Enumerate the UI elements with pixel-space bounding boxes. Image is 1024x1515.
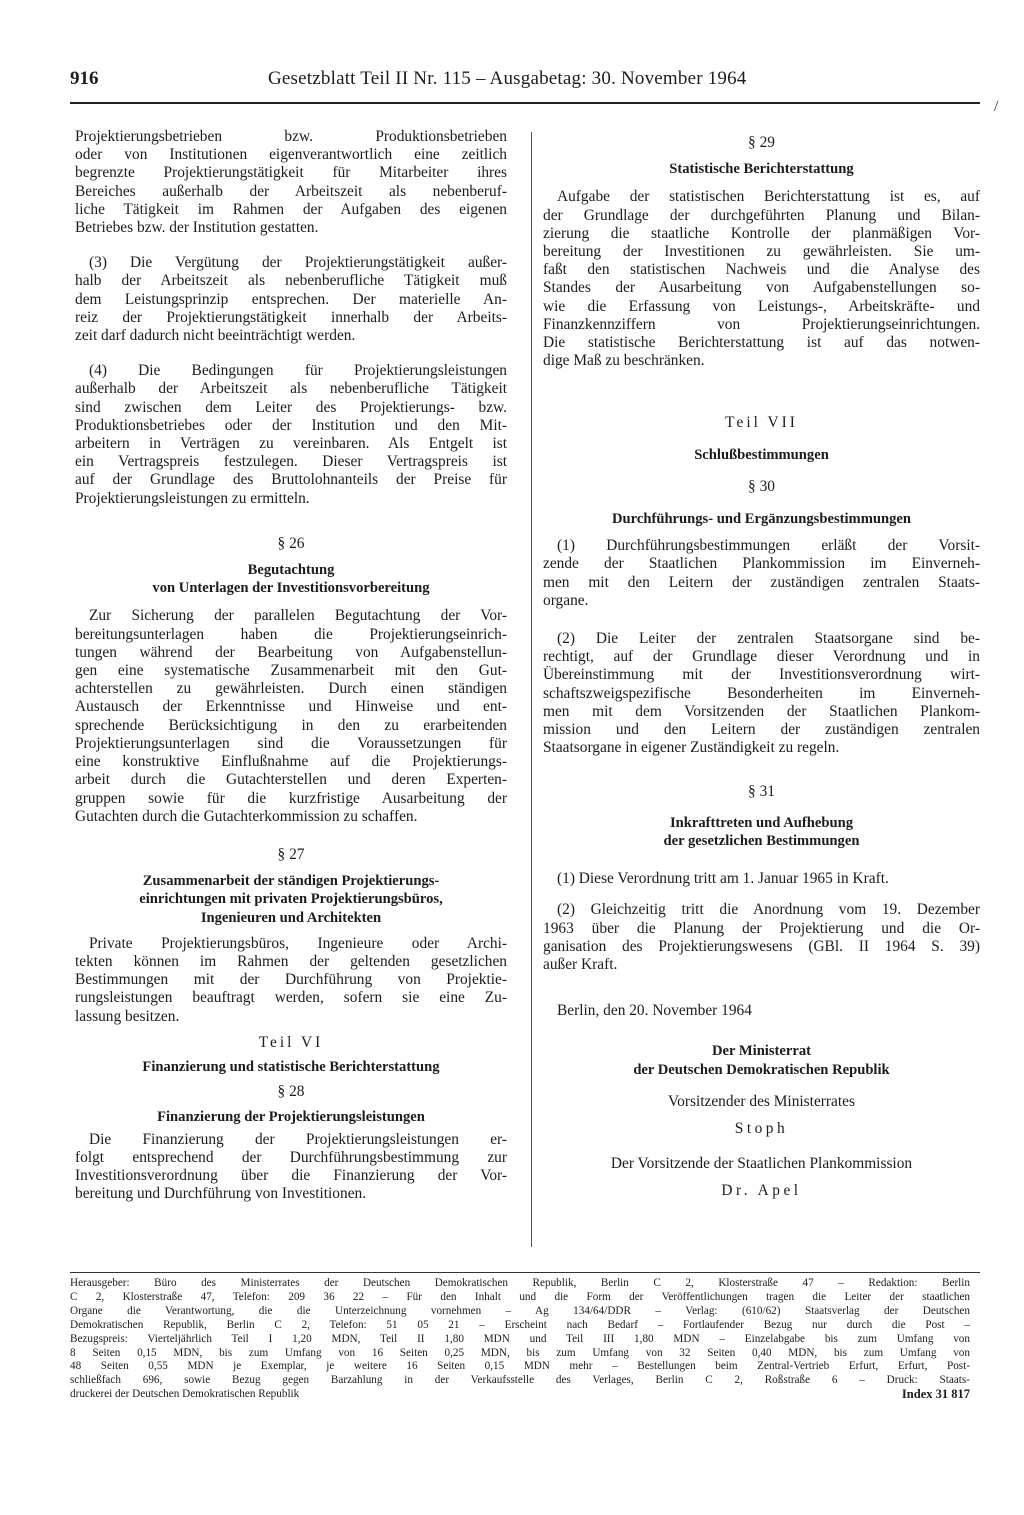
paragraph-3 xyxy=(75,254,507,345)
text-line: Die statistische Berichterstattung ist auf das notwen- xyxy=(543,334,980,352)
text-line: Projektierungsunterlagen sind die Voraussetzungen für xyxy=(75,734,507,752)
section-title: von Unterlagen der Investitionsvorbereitung xyxy=(152,580,430,597)
paragraph-s26 xyxy=(75,607,507,825)
section-number: § 27 xyxy=(277,845,305,863)
text-line: zende der Staatlichen Plankommission im Einverneh- xyxy=(543,555,980,573)
signatory-title: Der Vorsitzende der Staatlichen Plankommission xyxy=(610,1155,913,1173)
margin-mark: / xyxy=(994,98,999,115)
paragraph-s30-2 xyxy=(543,630,980,757)
paragraph-s30-1 xyxy=(543,537,980,610)
paragraph-intro xyxy=(75,128,507,237)
text-line: schaftszweigspezifische Besonderheiten im Einverneh- xyxy=(543,684,980,702)
text-line: der Grundlage der durchgeführten Planung und Bilan- xyxy=(543,206,980,224)
page-header xyxy=(70,68,980,102)
text-line: Austausch der Erkenntnisse und Hinweise und ent- xyxy=(75,698,507,716)
text-line: eine konstruktive Einflußnahme auf die Projektierungs- xyxy=(75,753,507,771)
section-number: § 30 xyxy=(748,477,775,495)
imprint-line: 48 Seiten 0,55 MDN je Exemplar, je weitere 16 Seiten 0,15 MDN mehr – Bestellungen beim Zentral-Vertrieb Erfurt, Erfurt, Post- xyxy=(70,1360,970,1373)
text-line: Investitionsverordnung über die Finanzierung der Vor- xyxy=(75,1166,507,1184)
signatory-name: Dr. Apel xyxy=(721,1182,802,1200)
imprint-line: schließfach 696, sowie Bezug gegen Barzahlung in der Verkaufsstelle des Verlages, Berlin C 2, Roßstraße 6 – Druck: Staats- xyxy=(70,1374,970,1387)
paragraph-s28 xyxy=(75,1131,507,1204)
text-line: wie die Erfassung von Leistungs-, Arbeitskräfte- und xyxy=(543,297,980,315)
text-line: dige Maß zu beschränken. xyxy=(543,352,705,370)
header-rule xyxy=(70,102,980,104)
part-heading: Teil VI xyxy=(258,1033,324,1051)
imprint-line: druckerei der Deutschen Demokratischen Republik xyxy=(70,1388,300,1401)
text-line: begrenzte Projektierungstätigkeit für Mitarbeiter ihres xyxy=(75,164,507,182)
section-title: einrichtungen mit privaten Projektierungsbüros, xyxy=(139,891,443,908)
section-title: Begutachtung xyxy=(247,562,335,579)
text-line: arbeit durch die Gutachterstellen und deren Experten- xyxy=(75,771,507,789)
text-line: achterstellen zu gewährleisten. Durch einen ständigen xyxy=(75,680,507,698)
text-line: men mit dem Vorsitzenden der Staatlichen Plankom- xyxy=(543,702,980,720)
text-line: bereitung der Investitionen zu gewährleisten. Sie um- xyxy=(543,243,980,261)
text-line: tungen während der Bearbeitung von Aufgabenstellun- xyxy=(75,643,507,661)
section-title: Inkrafttreten und Aufhebung xyxy=(669,814,853,831)
text-line: (2) Die Leiter der zentralen Staatsorgane sind be- xyxy=(557,630,980,648)
text-line: zierung die staatliche Kontrolle der planmäßigen Vor- xyxy=(543,224,980,242)
text-line: bereitung und Durchführung von Investitionen. xyxy=(75,1185,367,1203)
text-line: Staatsorgane in eigener Zuständigkeit zu regeln. xyxy=(543,739,840,757)
text-line: Bestimmungen mit der Durchführung von Projektie- xyxy=(75,971,507,989)
column-divider xyxy=(531,132,532,1247)
paragraph-s27 xyxy=(75,935,507,1026)
text-line: Bereiches außerhalb der Arbeitszeit als nebenberuf- xyxy=(75,182,507,200)
paragraph-s29 xyxy=(543,188,980,370)
text-line: dem Leistungsprinzip entsprechen. Der materielle An- xyxy=(75,290,507,308)
signatory-name: Stoph xyxy=(734,1119,789,1137)
text-line: Zur Sicherung der parallelen Begutachtung der Vor- xyxy=(89,607,507,625)
signatory-title: Vorsitzender des Ministerrates xyxy=(668,1092,855,1110)
text-line: (3) Die Vergütung der Projektierungstätigkeit außer- xyxy=(89,254,507,272)
text-line: Projektierungsbetrieben bzw. Produktionsbetrieben xyxy=(75,128,507,145)
section-title: Finanzierung der Projektierungsleistungen xyxy=(157,1109,425,1126)
text-line: Produktionsbetriebes oder der Institution und den Mit- xyxy=(75,416,507,434)
section-title: Statistische Berichterstattung xyxy=(669,161,854,178)
text-line: Projektierungsleistungen zu ermitteln. xyxy=(75,489,310,507)
imprint-line: Herausgeber: Büro des Ministerrates der Deutschen Demokratischen Republik, Berlin C 2, Klosterstraße 47 – Redaktion: Berlin xyxy=(70,1277,970,1289)
section-number: § 26 xyxy=(277,534,305,552)
text-line: bereitungsunterlagen haben die Projektierungseinrich- xyxy=(75,625,507,643)
footer-rule xyxy=(70,1272,980,1273)
text-line: lassung besitzen. xyxy=(75,1007,180,1025)
text-line: arbeitern in Verträgen zu vereinbaren. Als Entgelt ist xyxy=(75,435,507,453)
text-line: Betriebes bzw. der Institution gestatten. xyxy=(75,219,319,237)
text-line: 1963 über die Planung der Projektierung und die Or- xyxy=(543,919,980,937)
page-number: 916 xyxy=(70,68,99,89)
imprint-line: Bezugspreis: Vierteljährlich Teil I 1,20 MDN, Teil II 1,80 MDN und Teil III 1,80 MDN – Einzelabgabe bis zum Umfang von xyxy=(70,1332,970,1345)
text-line: tekten können im Rahmen der geltenden gesetzlichen xyxy=(75,952,507,970)
section-title: Durchführungs- und Ergänzungsbestimmungen xyxy=(612,511,911,528)
issuer-name: Der Ministerrat xyxy=(711,1043,811,1060)
section-title: Ingenieuren und Architekten xyxy=(200,909,382,926)
text-line: liche Tätigkeit im Rahmen der Aufgaben des eigenen xyxy=(75,200,507,218)
text-line: ganisation des Projektierungswesens (GBl. II 1964 S. 39) xyxy=(543,937,980,955)
part-heading: Teil VII xyxy=(725,414,798,432)
paragraph-s31-2 xyxy=(543,901,980,974)
page-header-title: Gesetzblatt Teil II Nr. 115 – Ausgabetag: 30. November 1964 xyxy=(268,68,747,89)
text-line: mission und den Leitern der zuständigen zentralen xyxy=(543,721,980,739)
imprint-footer xyxy=(70,1277,970,1402)
text-line: rechtigt, auf der Grundlage dieser Verordnung und in xyxy=(543,648,980,666)
text-line: Aufgabe der statistischen Berichterstattung ist es, auf xyxy=(557,188,980,206)
section-number: § 31 xyxy=(748,783,775,801)
text-line: faßt den statistischen Nachweis und die Analyse des xyxy=(543,261,980,279)
section-number: § 28 xyxy=(277,1083,305,1101)
text-line: men mit den Leitern der zuständigen zentralen Staats- xyxy=(543,573,980,591)
section-number: § 29 xyxy=(748,134,775,151)
text-line: sind zwischen dem Leiter des Projektierungs- bzw. xyxy=(75,398,507,416)
text-line: rungsleistungen beauftragt werden, sofern sie eine Zu- xyxy=(75,989,507,1007)
index-number: Index 31 817 xyxy=(901,1387,970,1402)
text-line: (2) Gleichzeitig tritt die Anordnung vom 19. Dezember xyxy=(557,901,980,919)
text-line: sprechende Berücksichtigung in den zu erarbeitenden xyxy=(75,716,507,734)
text-line: Finanzkennziffern von Projektierungseinrichtungen. xyxy=(543,315,980,333)
issuer-name: der Deutschen Demokratischen Republik xyxy=(633,1061,890,1078)
text-line: außer Kraft. xyxy=(543,955,618,973)
text-line: außerhalb der Arbeitszeit als nebenberufliche Tätigkeit xyxy=(75,380,507,398)
text-line: organe. xyxy=(543,591,589,609)
imprint-line: 8 Seiten 0,15 MDN, bis zum Umfang von 16 Seiten 0,25 MDN, bis zum Umfang von 32 Seiten 0,40 MDN, bis zum Umfang von xyxy=(70,1346,970,1359)
text-line: Standes der Ausarbeitung von Aufgabenstellungen so- xyxy=(543,279,980,297)
part-title: Schlußbestimmungen xyxy=(694,446,829,463)
text-line: ein Vertragspreis festzulegen. Dieser Vertragspreis ist xyxy=(75,453,507,471)
text-line: oder von Institutionen eigenverantwortlich eine zeitlich xyxy=(75,146,507,164)
paragraph-4 xyxy=(75,362,507,508)
text-line: Die Finanzierung der Projektierungsleistungen er- xyxy=(89,1130,507,1148)
date-line: Berlin, den 20. November 1964 xyxy=(557,1002,752,1020)
text-line: zeit darf dadurch nicht beeinträchtigt werden. xyxy=(75,327,356,345)
imprint-line: Demokratischen Republik, Berlin C 2, Telefon: 51 05 21 – Erscheint nach Bedarf – Fortlaufender Bezug nur durch die Post – xyxy=(70,1318,970,1331)
text-line: gruppen sowie für die kurzfristige Ausarbeitung der xyxy=(75,789,507,807)
imprint-line: Organe die Verantwortung, die die Unterzeichnung vornehmen – Ag 134/64/DDR – Verlag: (610/62) Staatsverlag der Deutschen xyxy=(70,1304,970,1317)
text-line: (1) Diese Verordnung tritt am 1. Januar 1965 in Kraft. xyxy=(557,870,889,888)
part-title: Finanzierung und statistische Berichterstattung xyxy=(142,1058,440,1075)
right-column xyxy=(543,128,980,1201)
imprint-last-line xyxy=(70,1388,970,1402)
text-line: (4) Die Bedingungen für Projektierungsleistungen xyxy=(89,362,507,380)
text-line: gen eine systematische Zusammenarbeit mit den Gut- xyxy=(75,662,507,680)
text-line: Private Projektierungsbüros, Ingenieure oder Archi- xyxy=(89,934,507,952)
text-line: (1) Durchführungsbestimmungen erläßt der Vorsit- xyxy=(557,537,980,555)
imprint-line: C 2, Klosterstraße 47, Telefon: 209 36 22 – Für den Inhalt und die Form der Veröffentlichungen tragen die Leiter der staatlichen xyxy=(70,1290,970,1303)
text-line: Gutachten durch die Gutachterkommission zu schaffen. xyxy=(75,807,418,825)
text-line: reiz der Projektierungstätigkeit innerhalb der Arbeits- xyxy=(75,308,507,326)
text-line: folgt entsprechend der Durchführungsbestimmung zur xyxy=(75,1148,507,1166)
section-title: Zusammenarbeit der ständigen Projektierungs- xyxy=(142,873,440,890)
text-line: Übereinstimmung mit der Investitionsverordnung wirt- xyxy=(543,666,980,684)
left-column xyxy=(75,128,507,1203)
text-line: halb der Arbeitszeit als nebenberufliche Tätigkeit muß xyxy=(75,272,507,290)
section-title: der gesetzlichen Bestimmungen xyxy=(663,832,860,849)
text-line: auf der Grundlage des Bruttolohnanteils der Preise für xyxy=(75,471,507,489)
